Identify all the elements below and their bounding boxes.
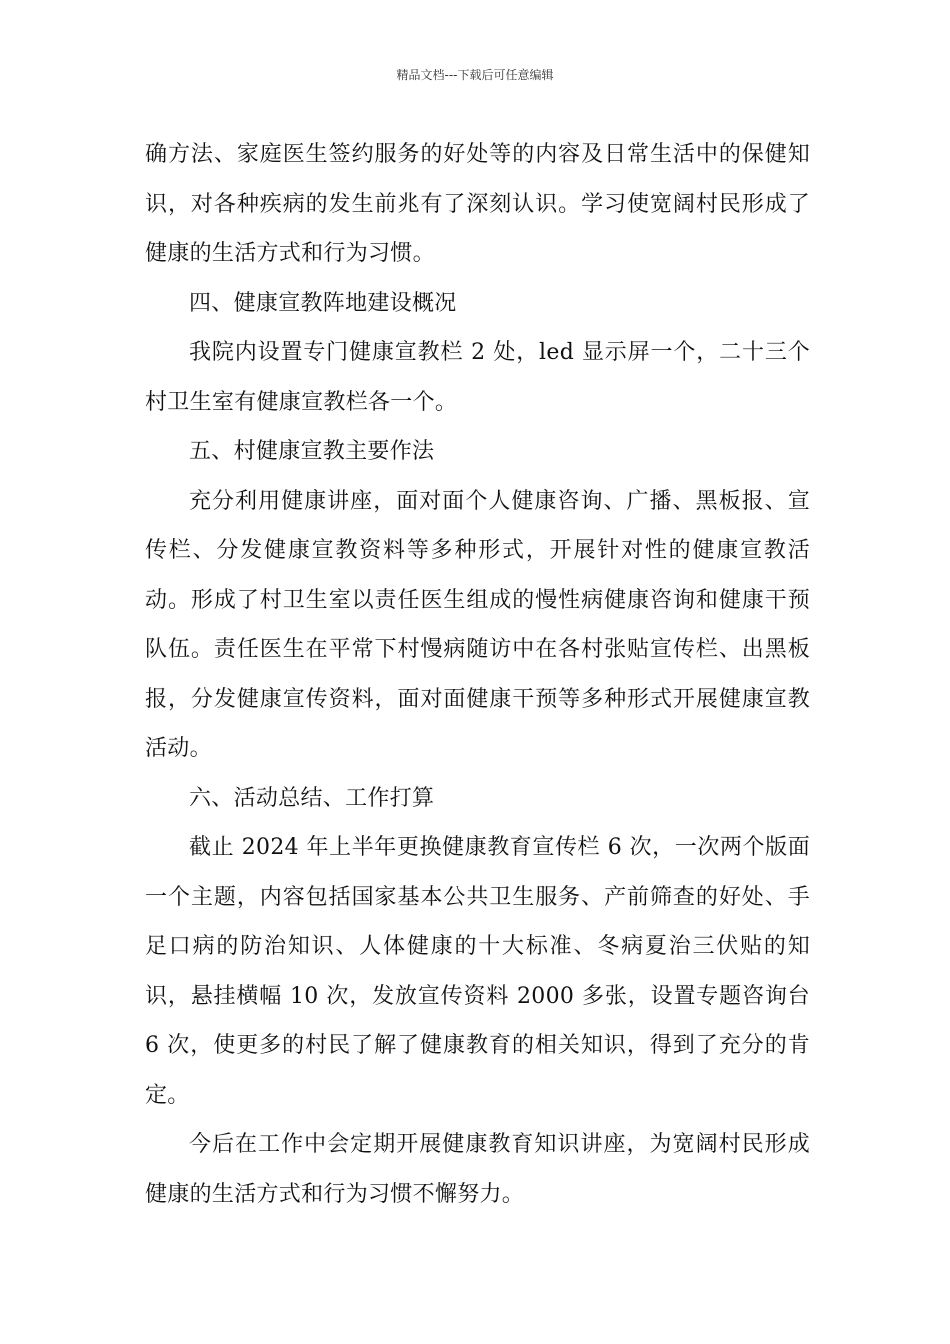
- paragraph-section-4: 我院内设置专门健康宣教栏 2 处，led 显示屏一个，二十三个村卫生室有健康宣教栏各一个。: [145, 340, 810, 415]
- paragraph-closing: 今后在工作中会定期开展健康教育知识讲座，为宽阔村民形成健康的生活方式和行为习惯不懈努力。: [145, 1132, 810, 1207]
- section-heading-5: 五、村健康宣教主要作法: [189, 439, 435, 464]
- paragraph-section-6: 截止 2024 年上半年更换健康教育宣传栏 6 次，一次两个版面一个主题，内容包括国家基本公共卫生服务、产前筛查的好处、手足口病的防治知识、人体健康的十大标准、冬病夏治三伏贴的知识，悬挂横幅 10 次，发放宣传资料 2000 多张，设置专题咨询台 6 次，使更多的村民了解了健康教育的相关知识，得到了充分的肯定。: [145, 835, 810, 1108]
- document-body: [145, 130, 810, 1219]
- paragraph-continuation: 确方法、家庭医生签约服务的好处等的内容及日常生活中的保健知识，对各种疾病的发生前兆有了深刻认识。学习使宽阔村民形成了健康的生活方式和行为习惯。: [145, 142, 810, 266]
- section-heading-4: 四、健康宣教阵地建设概况: [189, 290, 457, 316]
- paragraph-section-5: 充分利用健康讲座，面对面个人健康咨询、广播、黑板报、宣传栏、分发健康宣教资料等多种形式，开展针对性的健康宣教活动。形成了村卫生室以责任医生组成的慢性病健康咨询和健康干预队伍。责任医生在平常下村慢病随访中在各村张贴宣传栏、出黑板报，分发健康宣传资料，面对面健康干预等多种形式开展健康宣教活动。: [145, 488, 810, 761]
- page-header: 精品文档---下载后可任意编辑: [396, 68, 554, 82]
- section-heading-6: 六、活动总结、工作打算: [189, 785, 435, 811]
